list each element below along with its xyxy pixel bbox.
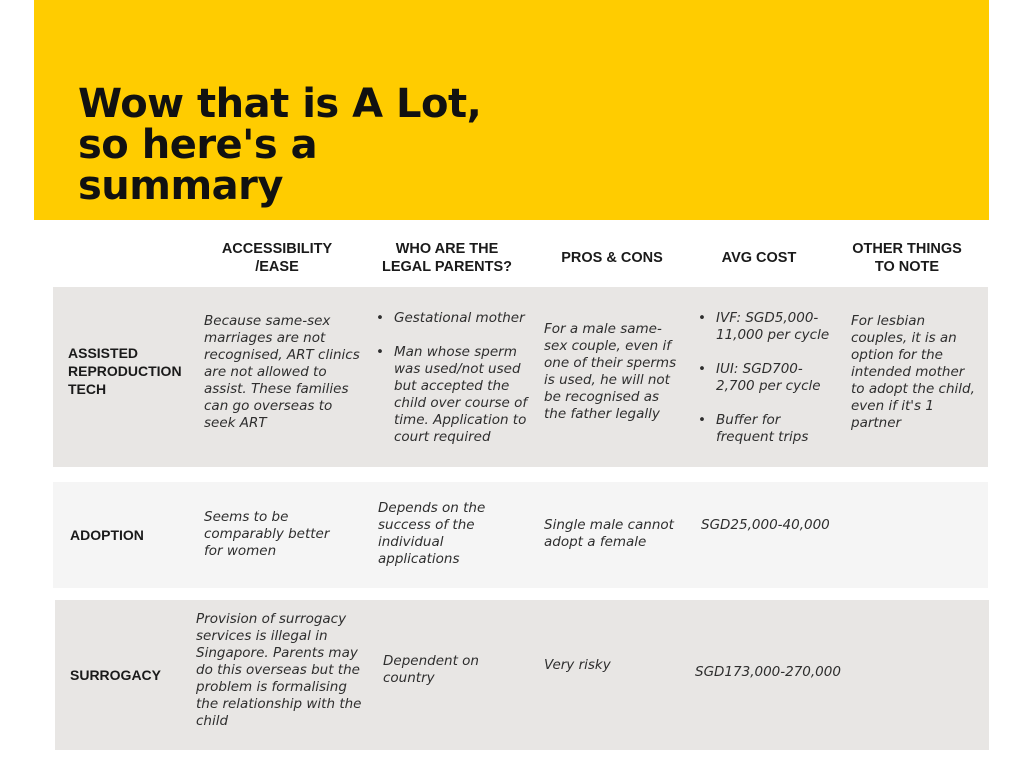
surrogacy-legal-parents-cell: Dependent on country xyxy=(383,653,479,686)
art-other-notes-cell: For lesbian couples, it is an option for the intended mother to adopt the child, even if it's 1 partner xyxy=(851,313,975,431)
art-legal-parents-cell xyxy=(376,310,536,446)
row-label-adoption: ADOPTION xyxy=(70,527,144,543)
art-accessibility-cell: Because same-sex marriages are not recognised, ART clinics are not allowed to assist. These families can go overseas to seek ART xyxy=(204,313,360,431)
adoption-avg-cost-cell: SGD25,000-40,000 xyxy=(701,517,830,533)
table-row-adoption xyxy=(53,482,988,588)
surrogacy-avg-cost-cell: SGD173,000-270,000 xyxy=(695,664,841,680)
row-label-surrogacy: SURROGACY xyxy=(70,667,162,683)
list-item: • Man whose sperm was used/not used but accepted the child over course of time. Application to court required xyxy=(376,344,536,446)
list-item: • IVF: SGD5,000-11,000 per cycle xyxy=(698,310,834,344)
header-other-notes: OTHER THINGS TO NOTE xyxy=(852,241,962,275)
row-label-art: ASSISTED REPRODUCTION TECH xyxy=(68,345,182,397)
header-avg-cost: AVG COST xyxy=(721,250,797,266)
adoption-pros-cons-cell: Single male cannot adopt a female xyxy=(544,517,674,550)
page-title: Wow that is A Lot, so here's a summary xyxy=(78,81,482,209)
list-item: • Gestational mother xyxy=(376,310,536,327)
header-legal-parents: WHO ARE THE LEGAL PARENTS? xyxy=(382,241,512,275)
header-pros-cons: PROS & CONS xyxy=(561,250,663,266)
header-accessibility: ACCESSIBILITY /EASE xyxy=(221,241,333,275)
list-item: • Buffer for frequent trips xyxy=(698,412,834,446)
adoption-accessibility-cell: Seems to be comparably better for women xyxy=(204,509,330,559)
list-item: • IUI: SGD700-2,700 per cycle xyxy=(698,361,834,395)
surrogacy-accessibility-cell: Provision of surrogacy services is illegal in Singapore. Parents may do this overseas but the problem is formalising the relationship with the child xyxy=(196,611,362,729)
art-pros-cons-cell: For a male same-sex couple, even if one of their sperms is used, he will not be recognised as the father legally xyxy=(544,321,677,422)
adoption-legal-parents-cell: Depends on the success of the individual applications xyxy=(378,500,486,567)
art-avg-cost-cell xyxy=(698,310,834,446)
surrogacy-pros-cons-cell: Very risky xyxy=(544,657,611,673)
